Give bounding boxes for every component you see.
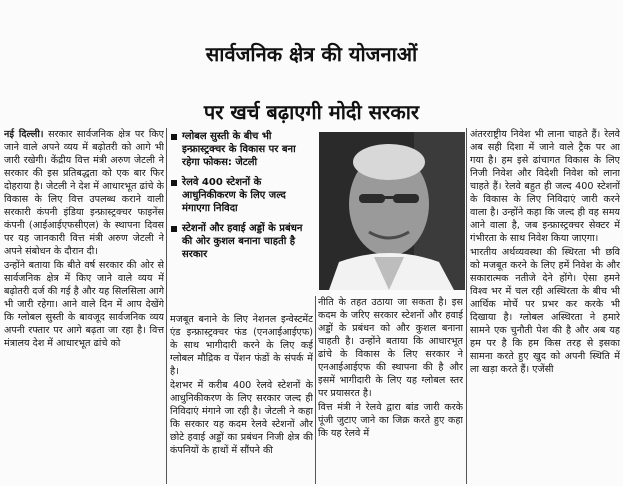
article-column-3 bbox=[318, 296, 463, 485]
column-2-paragraph-1: मजबूत बनाने के लिए नेशनल इन्वेस्टमेंट एंड इन्फ्रास्ट्रक्चर फंड (एनआईआईएफ) के साथ भागीदारी करने के लिए कई ग्लोबल मौद्रिक व पेंशन फंडों के संपर्क में है। bbox=[170, 314, 313, 377]
column-rule-2 bbox=[315, 296, 316, 484]
portrait-illustration bbox=[319, 132, 465, 290]
article-column-2 bbox=[170, 313, 313, 485]
article-column-4 bbox=[470, 128, 620, 484]
highlights-box bbox=[170, 130, 310, 306]
column-3-paragraph-1: नीति के तहत उठाया जा सकता है। इस कदम के जरिए सरकार स्टेशनों और हवाई अड्डों के प्रबंधन को और कुशल बनाना चाहती है। उन्होंने बताया कि आधारभूत ढांचे के विकास के लिए सरकार ने एनआईआईएफ की स्थापना की है और इसमें भागीदारी के लिए यह ग्लोबल स्तर पर प्रयासरत है। bbox=[318, 297, 463, 399]
column-rule-3 bbox=[466, 128, 467, 484]
dateline: नई दिल्ली। bbox=[4, 129, 44, 140]
highlight-item-1: ग्लोबल सुस्ती के बीच भी इन्फ्रास्ट्रक्चर के विकास पर बना रहेगा फोकस: जेटली bbox=[170, 130, 310, 169]
column-4-paragraph-2: भारतीय अर्थव्यवस्था की स्थिरता भी छवि को मजबूत करने के लिए हमें निवेश के और सकारात्मक नतीजे देने होंगे। ऐसा हमने विश्व भर में चल रही अस्थिरता के बीच भी आर्थिक मोर्चे पर प्रभर कर करके भी दिखाया है। ग्लोबल अस्थिरता ने हमारे सामने एक चुनौती पेश की है और अब यह हम पर है कि हम किस तरह से इसका सामना करते हुए खुद को अपनी स्थिति में ला खड़ा करते हैं। एजेंसी bbox=[470, 247, 620, 375]
portrait-photo bbox=[319, 132, 465, 290]
column-2-paragraph-2: देशभर में करीब 400 रेलवे स्टेशनों के आधुनिकीकरण के लिए सरकार जल्द ही निविदाएं मंगाने जा रही है। जेटली ने कहा कि सरकार यह कदम रेलवे स्टेशनों और छोटे हवाई अड्डों का प्रबंधन निजी क्षेत्र की कंपनियों के हाथों में सौंपने की bbox=[170, 380, 313, 456]
headline-line-1: सार्वजनिक क्षेत्र की योजनाओं bbox=[205, 42, 418, 67]
article-column-1 bbox=[4, 128, 164, 484]
headline-line-2: पर खर्च बढ़ाएगी मोदी सरकार bbox=[203, 100, 420, 125]
column-3-paragraph-2: वित्त मंत्री ने रेलवे द्वारा बांड जारी करके पूंजी जुटाए जाने का जिक्र करते हुए कहा कि यह रेलवे में bbox=[318, 402, 463, 439]
highlight-item-2: रेलवे 400 स्टेशनों के आधुनिकीकरण के लिए जल्द मंगाएगा निविदा bbox=[170, 176, 310, 215]
column-4-paragraph-1: अंतरराष्ट्रीय निवेश भी लाना चाहते हैं। रेलवे अब सही दिशा में जाने वाले ट्रैक पर आ गया है। हम इसे ढांचागत विकास के लिए निजी निवेश और विदेशी निवेश को लाना चाहते हैं। रेलवे बहुत ही जल्द 400 स्टेशनों के विकास के लिए निविदाएं जारी करने वाला है। उन्होंने कहा कि जल्द ही वह समय आने वाला है, जब इन्फ्रास्ट्रक्चर सेक्टर में गंभीरता के साथ निवेश किया जाएगा। bbox=[470, 129, 620, 244]
column-1-paragraph-1 bbox=[4, 128, 164, 258]
highlight-item-3: स्टेशनों और हवाई अड्डों के प्रबंधन की ओर कुशल बनाना चाहती है सरकार bbox=[170, 222, 310, 261]
column-1-paragraph-1-text: सरकार सार्वजनिक क्षेत्र पर किए जाने वाले अपने व्यय में बढ़ोतरी को आगे भी जारी रखेगी। केंद्रीय वित्त मंत्री अरुण जेटली ने सरकार की इस प्रतिबद्धता को एक बार फिर दोहराया है। जेटली ने देश में आधारभूत ढांचे के विकास के लिए वित्त उपलब्ध कराने वाली सरकारी कंपनी इंडिया इन्फ्रास्ट्रक्चर फाइनेंस कंपनी (आईआईएफसीएल) के स्थापना दिवस पर यह जानकारी वित्त मंत्री अरुण जेटली ने अपने संबोधन के दौरान दी। bbox=[4, 129, 164, 257]
column-1-paragraph-2: उन्होंने बताया कि बीते वर्ष सरकार की ओर से सार्वजनिक क्षेत्र में किए जाने वाले व्यय में बढ़ोतरी दर्ज की गई है और यह सिलसिला आगे भी जारी रहेगा। आने वाले दिन में आप देखेंगे कि ग्लोबल सुस्ती के बावजूद सार्वजनिक व्यय अपनी रफ्तार पर आगे बढ़ता जा रहा है। वित्त मंत्रालय देश में आधारभूत ढांचे को bbox=[4, 260, 164, 349]
column-rule-1 bbox=[166, 128, 167, 484]
headline bbox=[4, 25, 619, 141]
